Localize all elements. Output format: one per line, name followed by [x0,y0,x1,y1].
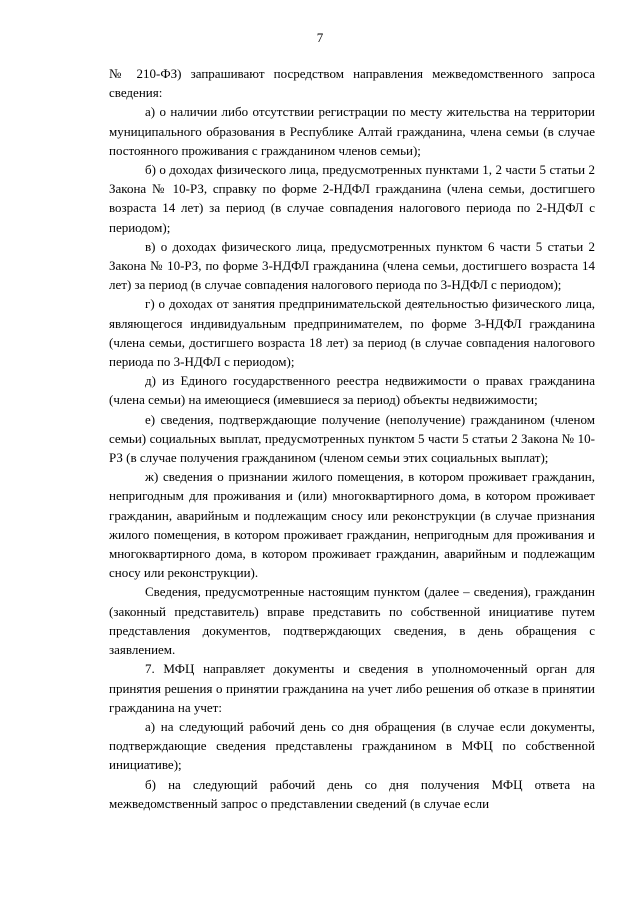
paragraph-continuation: № 210-ФЗ) запрашивают посредством направления межведомственного запроса сведения: [109,66,595,101]
paragraph-item-zh: ж) сведения о признании жилого помещения, в котором проживает гражданин, непригодным для проживания и (или) многоквартирного дома, в котором проживает гражданин, аварийным и подлежащим сносу или реконструкции (в случае признания жилого помещения, в котором проживает гражданин, непригодным для проживания и многоквартирного дома, в котором проживает гражданин, аварийным и подлежащим сносу или реконструкции). [109,469,595,581]
paragraph-svedeniya: Сведения, предусмотренные настоящим пунктом (далее – сведения), гражданин (законный представитель) вправе представить по собственной инициативе путем представления документов, подтверждающих сведения, в день обращения с заявлением. [109,584,595,658]
paragraph-item-e: е) сведения, подтверждающие получение (неполучение) гражданином (членом семьи) социальных выплат, предусмотренных пунктом 5 части 5 статьи 2 Закона № 10-РЗ (в случае получения гражданином (членом семьи этих социальных выплат); [109,411,595,466]
paragraph-item-a: а) о наличии либо отсутствии регистрации по месту жительства на территории муниципального образования в Республике Алтай гражданина, члена семьи (в случае постоянного проживания с гражданином членов семьи); [109,104,595,158]
document-body [109,64,595,813]
paragraph-item-d: д) из Единого государственного реестра недвижимости о правах гражданина (члена семьи) на имеющиеся (имевшиеся за период) объекты недвижимости; [109,373,595,408]
paragraph-point-7-b: б) на следующий рабочий день со дня получения МФЦ ответа на межведомственный запрос о представлении сведений (в случае если [109,776,595,811]
paragraph-item-v: в) о доходах физического лица, предусмотренных пунктом 6 части 5 статьи 2 Закона № 10-РЗ, по форме 3-НДФЛ гражданина (члена семьи, достигшего возраста 14 лет) за период (в случае совпадения налогового периода по 3-НДФЛ с периодом); [109,238,595,293]
page-number: 7 [316,30,324,45]
paragraph-point-7: 7. МФЦ направляет документы и сведения в уполномоченный орган для принятия решения о принятии гражданина на учет либо решения об отказе в принятии гражданина на учет: [109,661,595,715]
paragraph-point-7-a: а) на следующий рабочий день со дня обращения (в случае если документы, подтверждающие сведения представлены гражданином в МФЦ по собственной инициативе); [109,718,595,773]
paragraph-item-g: г) о доходах от занятия предпринимательской деятельностью физического лица, являющегося индивидуальным предпринимателем, по форме 3-НДФЛ гражданина (члена семьи, достигшего возраста 18 лет) за период (в случае совпадения налогового периода по 3-НДФЛ с периодом); [109,296,595,370]
paragraph-item-b: б) о доходах физического лица, предусмотренных пунктами 1, 2 части 5 статьи 2 Закона № 10-РЗ, справку по форме 2-НДФЛ гражданина (члена семьи, достигшего возраста 14 лет) за период (в случае совпадения налогового периода по 2-НДФЛ с периодом); [109,162,595,235]
